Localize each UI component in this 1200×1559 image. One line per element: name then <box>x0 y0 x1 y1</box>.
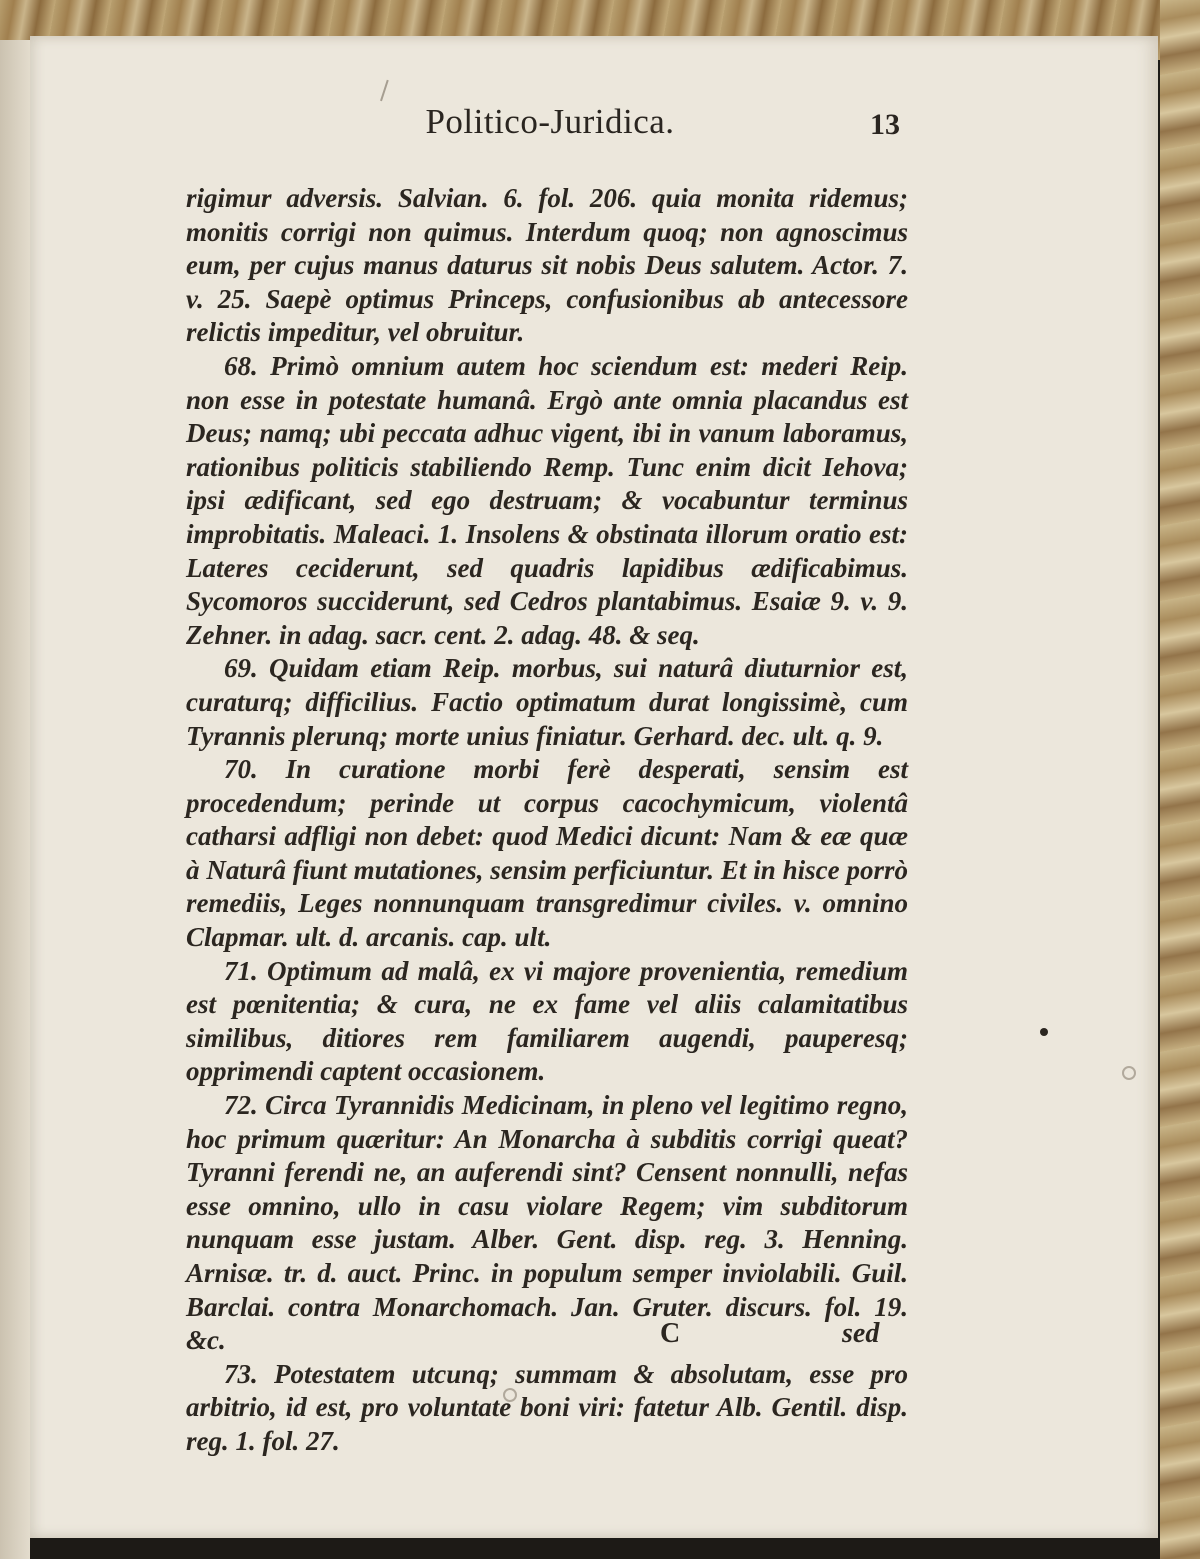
paragraph-72: 72. Circa Tyrannidis Medicinam, in pleno vel legitimo regno, hoc primum quæritur: An Monarcha à subditis corrigi queat? Tyranni ferendi ne, an auferendi sint? Censent nonnulli, nefas esse omnino, ullo in casu violare Regem; vim subditorum nunquam esse justam. Alber. Gent. disp. reg. 3. Henning. Arnisæ. tr. d. auct. Princ. in populum semper inviolabili. Guil. Barclai. contra Monarchomach. Jan. Gruter. discurs. fol. 19. &c. <box>186 1090 908 1356</box>
paragraph-71: 71. Optimum ad malâ, ex vi majore provenientia, remedium est pœnitentia; & cura, ne ex fame vel aliis calamitatibus similibus, ditiores rem familiarem augendi, pauperesq; opprimendi captent occasionem. <box>186 955 908 1087</box>
paper-spot <box>503 1388 517 1402</box>
paragraph-69: 69. Quidam etiam Reip. morbus, sui naturâ diuturnior est, curaturq; difficilius. Factio optimatum durat longissimè, cum Tyrannis plerunq; morte unius finiatur. Gerhard. dec. ult. q. 9. <box>186 653 908 751</box>
signature-mark: C <box>660 1318 681 1349</box>
running-head: Politico-Juridica. <box>425 102 675 141</box>
page-number: 13 <box>870 108 900 141</box>
facing-page-edge <box>0 40 30 1559</box>
paragraph-73: 73. Potestatem utcunq; summam & absolutam, esse pro arbitrio, id est, pro voluntate boni viri: fatetur Alb. Gentil. disp. reg. 1. fol. 27. <box>186 1358 908 1456</box>
body-text <box>186 182 908 1459</box>
paragraph-68: 68. Primò omnium autem hoc sciendum est: mederi Reip. non esse in potestate humanâ. Ergò ante omnia placandus est Deus; namq; ubi peccata adhuc vigent, ibi in vanum laboramus, rationibus politicis stabiliendo Remp. Tunc enim dicit Iehova; ipsi ædificant, sed ego destruam; & vocabuntur terminus improbitatis. Maleaci. 1. Insolens & obstinata illorum oratio est: Lateres ceciderunt, sed quadris lapidibus ædificabimus. Sycomoros succiderunt, sed Cedros plantabimus. Esaiæ 9. v. 9. Zehner. in adag. sacr. cent. 2. adag. 48. & seq. <box>186 350 908 650</box>
book-edge-right <box>1160 0 1200 1559</box>
paper-spot <box>1122 1066 1136 1080</box>
catchword: sed <box>842 1318 880 1349</box>
paragraph-70: 70. In curatione morbi ferè desperati, sensim est procedendum; perinde ut corpus cacochymicum, violentâ catharsi adfligi non debet: quod Medici dicunt: Nam & eæ quæ à Naturâ fiunt mutationes, sensim perficiuntur. Et in hisce porrò remediis, Leges nonnunquam transgredimur civiles. v. omnino Clapmar. ult. d. arcanis. cap. ult. <box>186 754 908 953</box>
ink-dot <box>1040 1028 1048 1036</box>
paragraph: rigimur adversis. Salvian. 6. fol. 206. quia monita ridemus; monitis corrigi non quimus. Interdum quoq; non agnoscimus eum, per cujus manus daturus sit nobis Deus salutem. Actor. 7. v. 25. Saepè optimus Princeps, confusionibus ab antecessore relictis impeditur, vel obruitur. <box>186 183 908 348</box>
